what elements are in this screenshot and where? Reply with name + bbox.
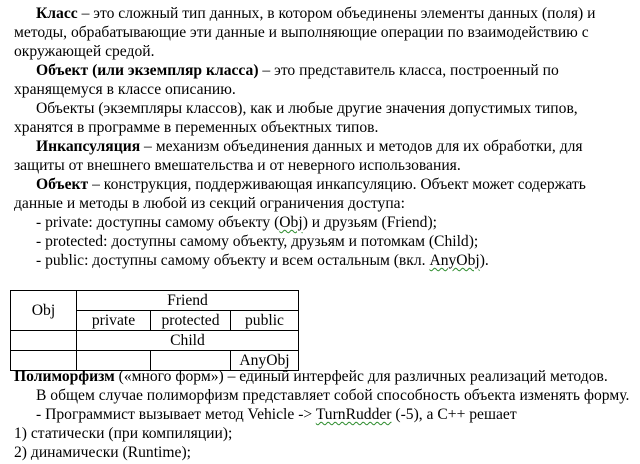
term-class: Класс	[36, 5, 78, 22]
object-definition-line-1: Объект (или экземпляр класса) – это представитель класса, построенный по	[36, 62, 559, 79]
term-object-instance: Объект (или экземпляр класса)	[36, 62, 259, 79]
cell-anyobj: AnyObj	[231, 351, 299, 371]
cell-empty	[11, 331, 77, 351]
term-object: Объект	[36, 176, 89, 193]
term-encapsulation: Инкапсуляция	[36, 138, 141, 155]
encapsulation-line-1: Инкапсуляция – механизм объединения данных и методов для их обработки, для	[36, 138, 583, 155]
access-protected-line: - protected: доступны самому объекту, друзьям и потомкам (Child);	[36, 233, 479, 250]
object-construct-line-1: Объект – конструкция, поддерживающая инкапсуляцию. Объект может содержать	[36, 176, 586, 193]
object-construct-line-2: данные и методы в любой из секций ограничения доступа:	[14, 195, 405, 212]
objects-note-line-1: Объекты (экземпляры классов), как и любые другие значения допустимых типов,	[36, 100, 578, 117]
table-row	[11, 291, 299, 311]
cell-obj: Obj	[11, 291, 77, 331]
polymorphism-line-3: - Программист вызывает метод Vehicle -> TurnRudder (-5), а C++ решает	[36, 406, 517, 423]
cell-public: public	[231, 311, 299, 331]
objects-note-line-2: хранятся в программе в переменных объектных типов.	[14, 119, 379, 136]
access-public-line: - public: доступны самому объекту и всем остальным (вкл. AnyObj).	[36, 252, 489, 269]
class-definition-line-1: Класс – это сложный тип данных, в котором объединены элементы данных (поля) и	[36, 5, 596, 22]
obj-word: Obj	[279, 214, 303, 231]
object-definition-line-2: хранящемуся в классе описанию.	[14, 81, 236, 98]
polymorphism-item-static: 1) статически (при компиляции);	[14, 425, 233, 442]
class-definition-line-2: методы, обрабатывающие эти данные и выполняющие операции по взаимодействию с	[14, 24, 589, 41]
table-row	[11, 331, 299, 351]
polymorphism-line-2: В общем случае полиморфизм представляет собой способность объекта изменять форму.	[36, 387, 630, 404]
anyobj-word: AnyObj	[429, 252, 480, 269]
encapsulation-line-2: защиты от внешнего вмешательства и от неверного использования.	[14, 157, 461, 174]
polymorphism-item-dynamic: 2) динамически (Runtime);	[14, 444, 191, 461]
access-sections-table	[10, 290, 299, 371]
cell-child: Child	[77, 331, 299, 351]
cell-friend: Friend	[77, 291, 299, 311]
turnrudder-word: TurnRudder	[315, 406, 392, 423]
class-definition-line-3: окружающей средой.	[14, 43, 155, 60]
polymorphism-line-1: Полиморфизм («много форм») – единый интерфейс для различных реализаций методов.	[14, 368, 608, 385]
access-private-line: - private: доступны самому объекту (Obj) и друзьям (Friend);	[36, 214, 437, 231]
term-polymorphism: Полиморфизм	[14, 368, 115, 385]
cell-protected: protected	[151, 311, 231, 331]
cell-private: private	[77, 311, 151, 331]
